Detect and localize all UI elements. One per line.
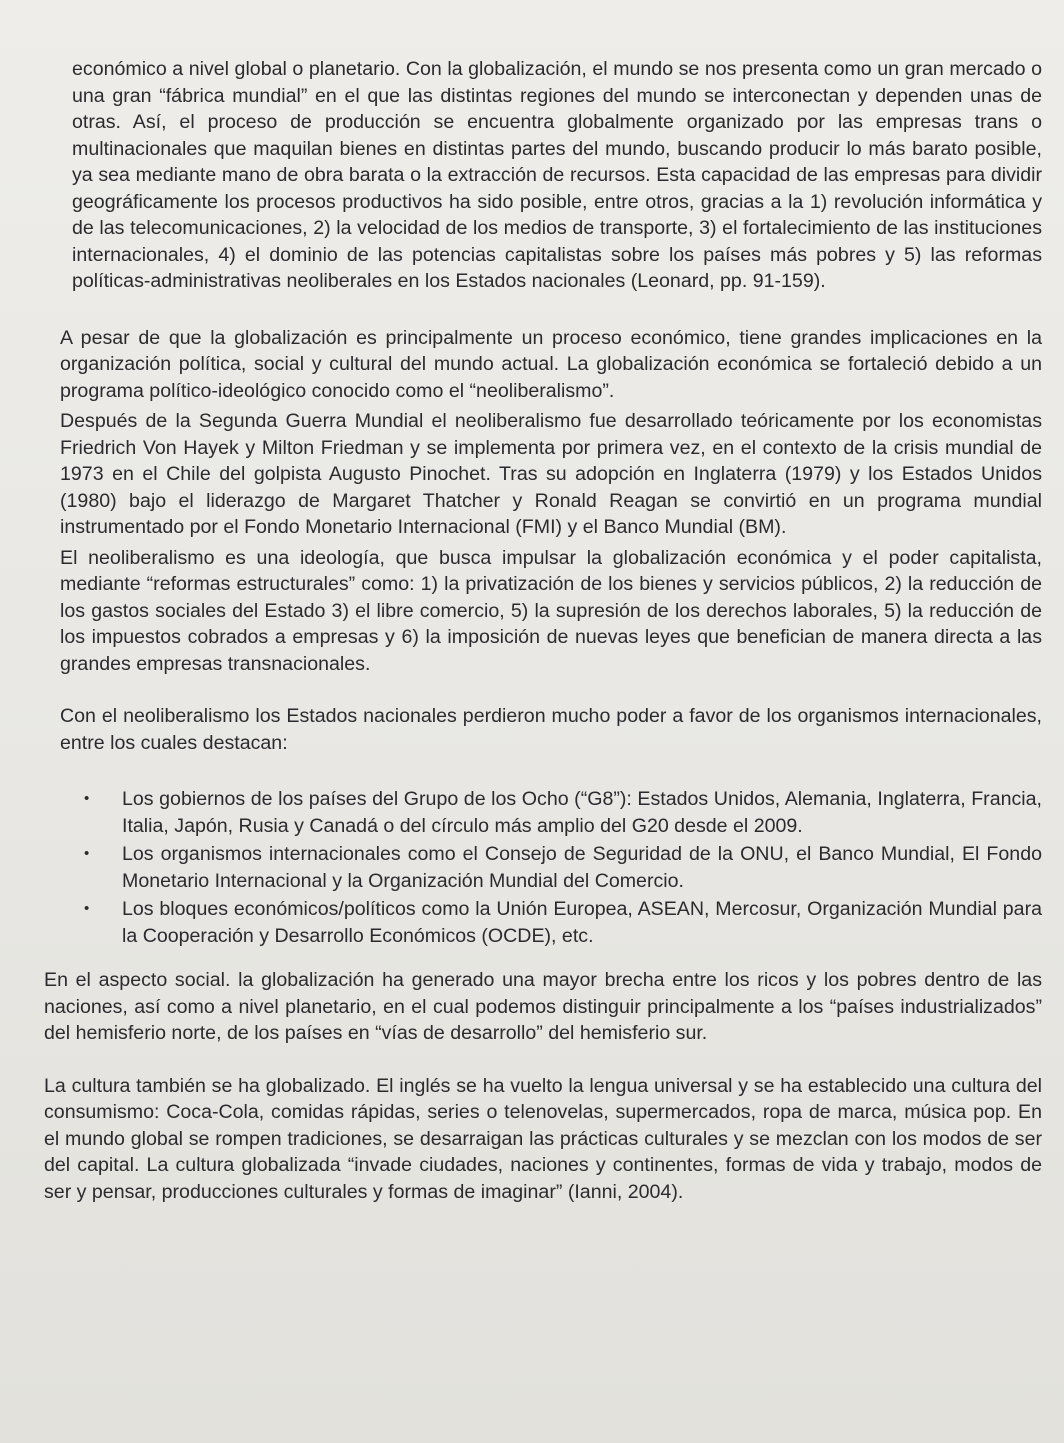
bullet-icon: •: [84, 900, 90, 917]
paragraph-international-organisms: Con el neoliberalismo los Estados nacionales perdieron mucho poder a favor de los organismos internacionales, entre los cuales destacan:: [60, 705, 1042, 754]
paragraph-neoliberalism-history: Después de la Segunda Guerra Mundial el neoliberalismo fue desarrollado teóricamente por los economistas Friedrich Von Hayek y Milton Friedman y se implementa por primera vez, en el contexto de la crisis mundial de 1973 en el Chile del golpista Augusto Pinochet. Tras su adopción en Inglaterra (1979) y los Estados Unidos (1980) bajo el liderazgo de Margaret Thatcher y Ronald Reagan se convirtió en un programa mundial instrumentado por el Fondo Monetario Internacional (FMI) y el Banco Mundial (BM).: [60, 410, 1042, 538]
bullet-icon: •: [84, 790, 90, 807]
list-item: [84, 896, 1042, 949]
list-item-text: Los bloques económicos/políticos como la Unión Europea, ASEAN, Mercosur, Organización Mundial para la Cooperación y Desarrollo Económicos (OCDE), etc.: [122, 898, 1042, 947]
paragraph-economic-globalization: económico a nivel global o planetario. Con la globalización, el mundo se nos presenta como un gran mercado o una gran “fábrica mundial” en el que las distintas regiones del mundo se interconectan y dependen unas de otras. Así, el proceso de producción se encuentra globalmente organizado por las empresas trans o multinacionales que maquilan bienes en distintas partes del mundo, buscando producir lo más barato posible, ya sea mediante mano de obra barata o la extracción de recursos. Esta capacidad de las empresas para dividir geográficamente los procesos productivos ha sido posible, entre otros, gracias a la 1) revolución informática y de las telecomunicaciones, 2) la velocidad de los medios de transporte, 3) el fortalecimiento de las instituciones internacionales, 4) el dominio de las potencias capitalistas sobre los países más pobres y 5) las reformas políticas-administrativas neoliberales en los Estados nacionales (Leonard, pp. 91-159).: [72, 58, 1042, 292]
bullet-icon: •: [84, 845, 90, 862]
list-item-text: Los gobiernos de los países del Grupo de los Ocho (“G8”): Estados Unidos, Alemania, Inglaterra, Francia, Italia, Japón, Rusia y Canadá o del círculo más amplio del G20 desde el 2009.: [122, 788, 1042, 837]
paragraph-globalization-implications: A pesar de que la globalización es principalmente un proceso económico, tiene grandes implicaciones en la organización política, social y cultural del mundo actual. La globalización económica se fortaleció debido a un programa político-ideológico conocido como el “neoliberalismo”.: [60, 326, 1042, 402]
list-item-text: Los organismos internacionales como el Consejo de Seguridad de la ONU, el Banco Mundial, El Fondo Monetario Internacional y la Organización Mundial del Comercio.: [122, 843, 1042, 892]
list-item: [84, 786, 1042, 839]
list-item: [84, 841, 1042, 894]
paragraph-neoliberalism-reforms: El neoliberalismo es una ideología, que busca impulsar la globalización económica y el poder capitalista, mediante “reformas estructurales” como: 1) la privatización de los bienes y servicios públicos, 2) la reducción de los gastos sociales del Estado 3) el libre comercio, 5) la supresión de los derechos laborales, 5) la reducción de los impuestos cobrados a empresas y 6) la imposición de nuevas leyes que benefician de manera directa a las grandes empresas transnacionales.: [60, 546, 1042, 675]
paragraph-cultural-globalization: La cultura también se ha globalizado. El inglés se ha vuelto la lengua universal y se ha establecido una cultura del consumismo: Coca-Cola, comidas rápidas, series o telenovelas, supermercados, ropa de marca, música pop. En el mundo global se rompen tradiciones, se desarraigan las prácticas culturales y se mezclan con los modos de ser del capital. La cultura globalizada “invade ciudades, naciones y continentes, formas de vida y trabajo, modos de ser y pensar, producciones culturales y formas de imaginar” (Ianni, 2004).: [44, 1074, 1042, 1203]
paragraph-social-aspect: En el aspecto social. la globalización ha generado una mayor brecha entre los ricos y los pobres dentro de las naciones, así como a nivel planetario, en el cual podemos distinguir principalmente a los “países industrializados” del hemisferio norte, de los países en “vías de desarrollo” del hemisferio sur.: [44, 969, 1042, 1044]
organisms-list: [60, 786, 1042, 949]
